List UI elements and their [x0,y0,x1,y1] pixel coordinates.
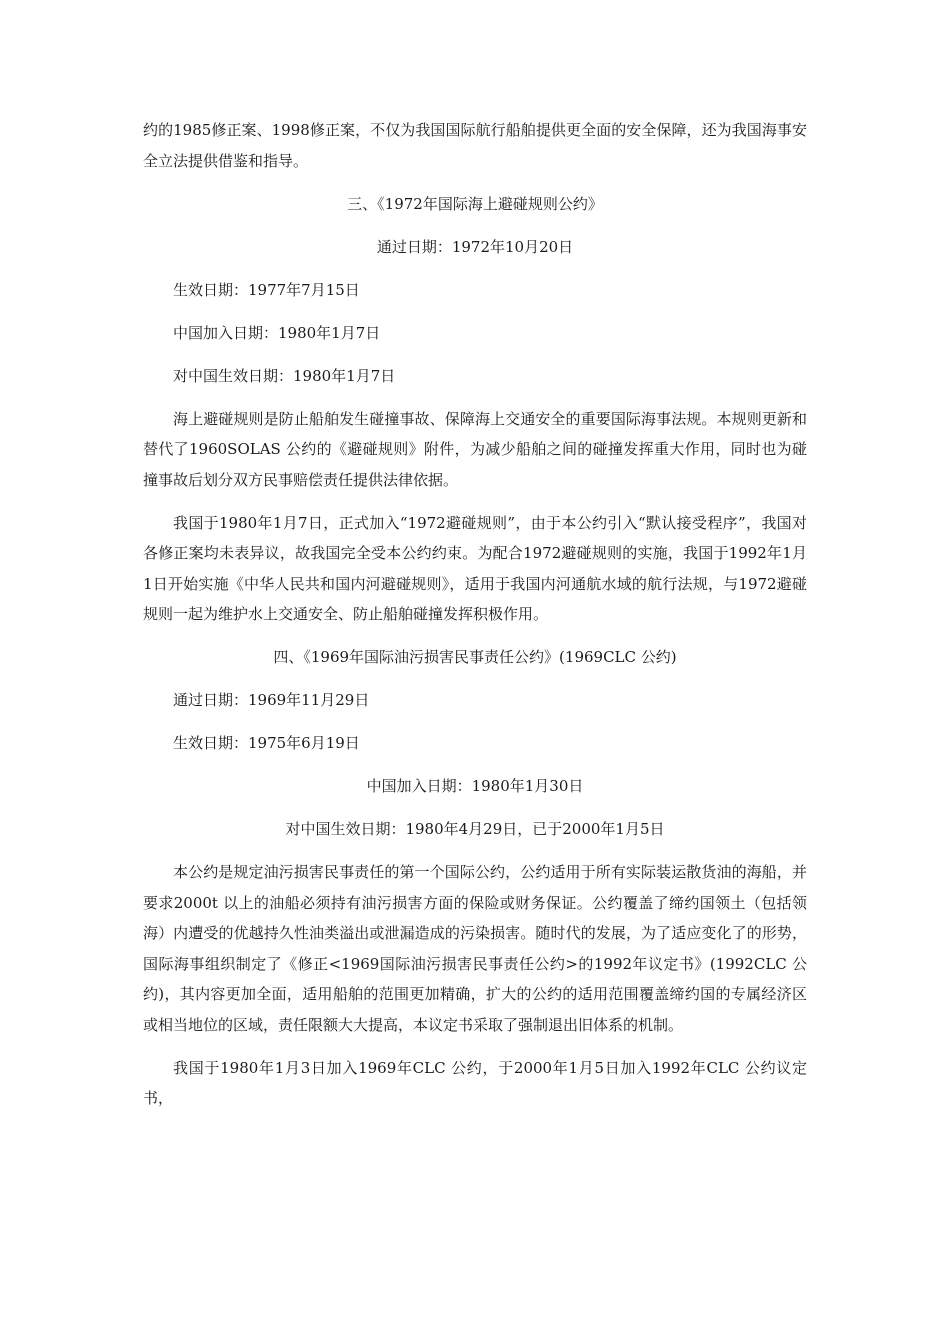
china-accession-date: 中国加入日期：1980年1月7日 [173,323,381,342]
paragraph-clc-intro: 本公约是规定油污损害民事责任的第一个国际公约，公约适用于所有实际装运散货油的海船，并要求2000t 以上的油船必须持有油污损害方面的保险或财务保证。公约覆盖了缔约国领土（包括领海）内遭受的优越持久性油类溢出或泄漏造成的污染损害。随时代的发展，为了适应变化了的形势，国际海事组织制定了《修正<1969国际油污损害民事责任公约>的1992年议定书》(1992CLC 公约)，其内容更加全面，适用船舶的范围更加精确，扩大的公约的适用范围覆盖缔约国的专属经济区或相当地位的区域，责任限额大大提高，本议定书采取了强制退出旧体系的机制。 [143,863,807,1034]
paragraph-colregs-intro: 海上避碰规则是防止船舶发生碰撞事故、保障海上交通安全的重要国际海事法规。本规则更新和替代了1960SOLAS 公约的《避碰规则》附件，为减少船舶之间的碰撞发挥重大作用，同时也为碰撞事故后划分双方民事赔偿责任提供法律依据。 [143,409,807,489]
adoption-date: 通过日期：1972年10月20日 [376,237,574,256]
paragraph-clc-china: 我国于1980年1月3日加入1969年CLC 公约，于2000年1月5日加入1992年CLC 公约议定书， [143,1058,807,1107]
china-effective-date: 对中国生效日期：1980年4月29日，已于2000年1月5日 [285,820,665,838]
document-body [143,115,807,1126]
effective-date: 生效日期：1977年7月15日 [173,280,360,299]
paragraph-continuation: 约的1985修正案、1998修正案，不仅为我国国际航行船舶提供更全面的安全保障，还为我国海事安全立法提供借鉴和指导。 [143,121,807,170]
effective-date: 生效日期：1975年6月19日 [173,734,360,752]
section-heading-4: 四、《1969年国际油污损害民事责任公约》(1969CLC 公约) [273,648,677,666]
china-effective-date: 对中国生效日期：1980年1月7日 [173,366,396,385]
china-accession-date: 中国加入日期：1980年1月30日 [366,777,584,795]
paragraph-colregs-china: 我国于1980年1月7日，正式加入“1972避碰规则”，由于本公约引入“默认接受程序”，我国对各修正案均未表异议，故我国完全受本公约约束。为配合1972避碰规则的实施，我国于1992年1月1日开始实施《中华人民共和国内河避碰规则》，适用于我国内河通航水域的航行法规，与1972避碰规则一起为维护水上交通安全、防止船舶碰撞发挥积极作用。 [143,513,807,623]
adoption-date: 通过日期：1969年11月29日 [173,691,370,709]
section-heading-3: 三、《1972年国际海上避碰规则公约》 [347,194,603,213]
